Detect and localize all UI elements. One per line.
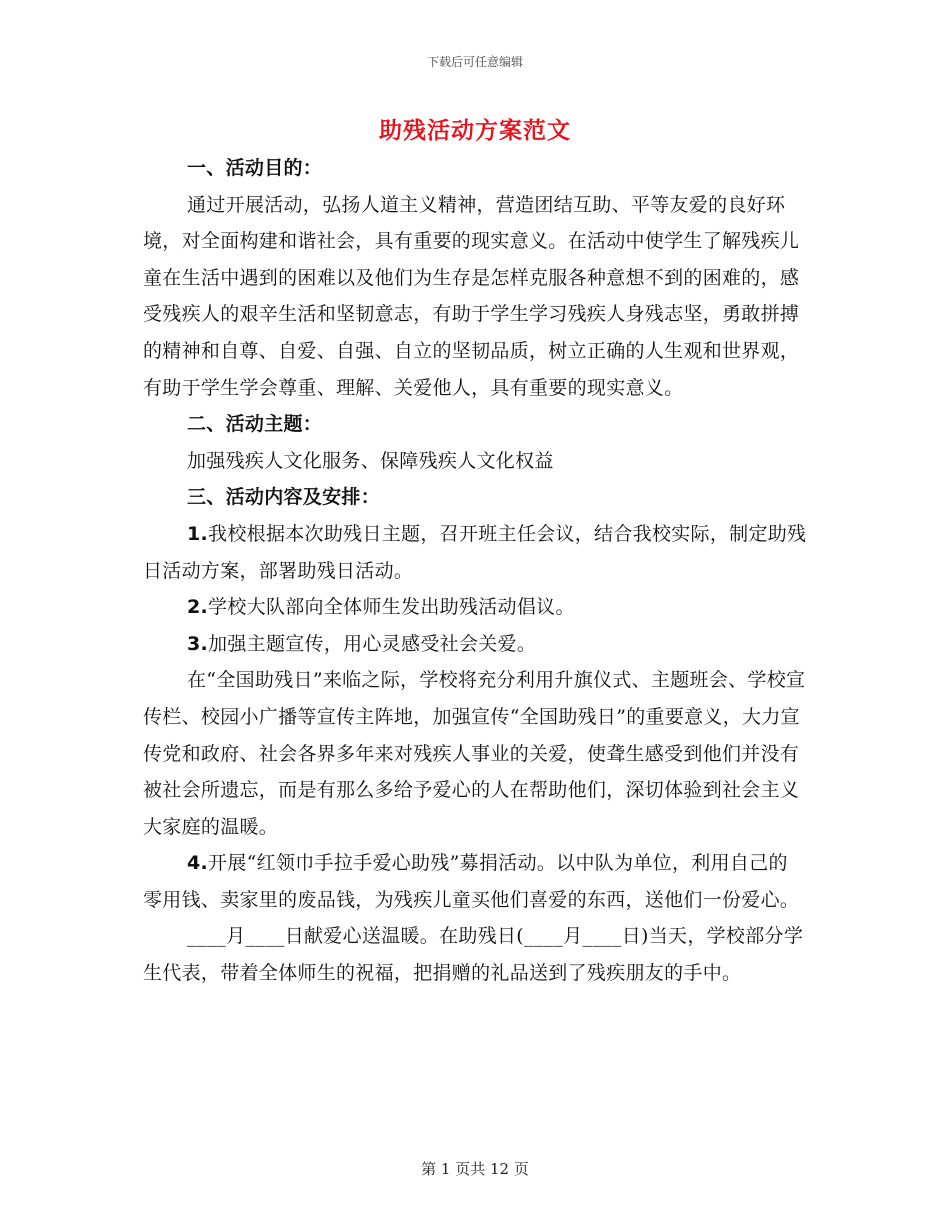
list-item-text: 学校大队部向全体师生发出助残活动倡议。 <box>208 596 575 619</box>
section-paragraph-theme: 加强残疾人文化服务、保障残疾人文化权益 <box>187 449 554 472</box>
section-heading-content: 三、活动内容及安排： <box>187 486 381 509</box>
section-paragraph-purpose: 通过开展活动，弘扬人道主义精神，营造团结互助、平等友爱的良好环境，对全面构建和谐社会，具有重要的现实意义。在活动中使学生了解残疾儿童在生活中遇到的困难以及他们为生存是怎样克服各种意想不到的困难的，感受残疾人的艰辛生活和坚韧意志，有助于学生学习残疾人身残志坚，勇敢拼搏的精神和自尊、自爱、自强、自立的坚韧品质，树立正确的人生观和世界观，有助于学生学会尊重、理解、关爱他人，具有重要的现实意义。 <box>143 193 800 399</box>
list-item-4-paragraph: ____月____日献爱心送温暖。在助残日(____月____日)当天，学校部分学生代表，带着全体师生的祝福，把捐赠的礼品送到了残疾朋友的手中。 <box>143 925 804 985</box>
list-item-3 <box>143 626 807 663</box>
list-item-text: 加强主题宣传，用心灵感受社会关爱。 <box>208 632 537 655</box>
page-number: 第 1 页共 12 页 <box>421 1160 529 1178</box>
list-number: 4. <box>187 852 209 875</box>
list-item-text: 我校根据本次助残日主题，召开班主任会议，结合我校实际，制定助残日活动方案，部署助残日活动。 <box>143 522 807 582</box>
section-heading-purpose: 一、活动目的： <box>187 157 323 179</box>
document-title: 助残活动方案范文 <box>379 118 571 144</box>
section-heading-theme: 二、活动主题： <box>187 413 323 436</box>
list-number: 3. <box>187 632 209 655</box>
list-item-3-paragraph: 在“全国助残日”来临之际，学校将充分利用升旗仪式、主题班会、学校宣传栏、校园小广播等宣传主阵地，加强宣传“全国助残日”的重要意义，大力宣传党和政府、社会各界多年来对残疾人事业的关爱，使聋生感受到他们并没有被社会所遗忘，而是有那么多给予爱心的人在帮助他们，深切体验到社会主义大家庭的温暖。 <box>143 669 806 838</box>
list-item-1 <box>143 516 807 589</box>
list-item-text: 开展“红领巾手拉手爱心助残”募捐活动。以中队为单位，利用自己的零用钱、卖家里的废品钱，为残疾儿童买他们喜爱的东西，送他们一份爱心。 <box>143 852 800 911</box>
list-item-2 <box>143 589 807 626</box>
document-body <box>143 150 807 992</box>
header-note: 下载后可任意编辑 <box>426 55 523 69</box>
list-number: 2. <box>187 596 209 619</box>
list-number: 1. <box>187 522 209 545</box>
list-item-4 <box>143 845 807 918</box>
